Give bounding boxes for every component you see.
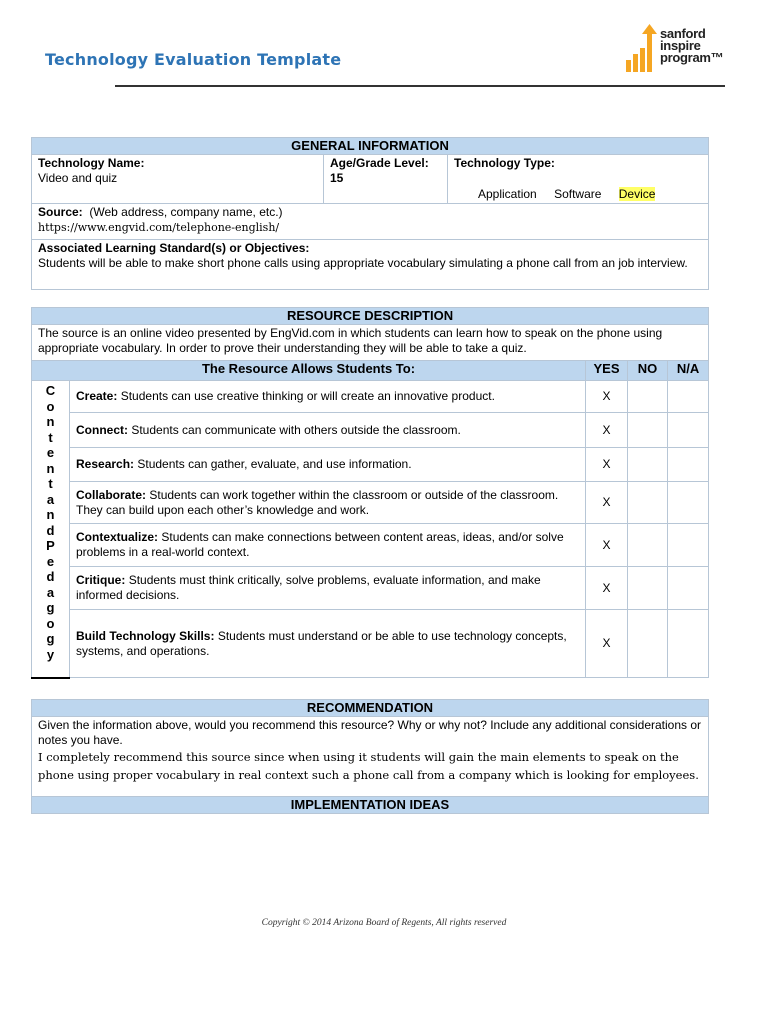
critique-na-mark (668, 567, 709, 610)
side-label-letter: C (45, 383, 56, 398)
technology-name-cell (32, 155, 324, 204)
side-label-letter: a (46, 491, 55, 507)
build-tech-no-mark (628, 610, 668, 678)
technology-type-label: Technology Type: (454, 156, 555, 170)
type-software: Software (554, 187, 602, 201)
standards-cell (32, 240, 709, 290)
source-url: https://www.engvid.com/telephone-english/ (38, 221, 280, 234)
type-application: Application (478, 187, 537, 201)
resource-description-table (31, 307, 709, 679)
research-yes-mark: X (586, 448, 628, 482)
copyright-notice: Copyright © 2014 Arizona Board of Regents, All rights reserved (261, 918, 507, 928)
page-title: Technology Evaluation Template (45, 50, 342, 69)
side-label-letter: g (46, 600, 55, 615)
create-na-mark (668, 381, 709, 413)
collaborate-yes-mark: X (586, 482, 628, 524)
type-device-selected: Device (618, 187, 656, 201)
recommendation-answer: I completely recommend this source since when using it students will gain the main elements to speak on the phone using proper vocabulary in real context such a phone call from a company which is looking for employees. (38, 750, 699, 782)
general-information-table (31, 137, 709, 290)
side-label-letter: g (46, 631, 55, 646)
criteria-contextualize: Contextualize: Students can make connections between content areas, ideas, and/or solve problems in a real-world context. (70, 524, 586, 567)
source-label: Source: (38, 205, 83, 219)
research-no-mark (628, 448, 668, 482)
col-yes-header: YES (586, 361, 628, 381)
col-no-header: NO (628, 361, 668, 381)
criteria-research: Research: Students can gather, evaluate, and use information. (70, 448, 586, 482)
critique-yes-mark: X (586, 567, 628, 610)
criteria-build-technology-skills: Build Technology Skills: Students must understand or be able to use technology concepts, systems, and operations. (70, 610, 586, 678)
technology-name-value: Video and quiz (38, 171, 118, 185)
resource-description-heading: RESOURCE DESCRIPTION (32, 308, 709, 325)
create-no-mark (628, 381, 668, 413)
contextualize-no-mark (628, 524, 668, 567)
side-label-letter: o (46, 615, 55, 631)
side-label-letter: t (48, 429, 53, 445)
technology-type-options (454, 171, 702, 202)
contextualize-yes-mark: X (586, 524, 628, 567)
side-label-letter: e (46, 445, 55, 460)
contextualize-na-mark (668, 524, 709, 567)
standards-value: Students will be able to make short phone calls using appropriate vocabulary simulating a phone call from an job interview. (38, 256, 688, 270)
side-label-letter: t (48, 476, 53, 491)
connect-no-mark (628, 413, 668, 448)
critique-no-mark (628, 567, 668, 610)
age-grade-value: 15 (330, 171, 344, 185)
logo-bars-icon (624, 24, 660, 74)
header-rule (115, 85, 725, 87)
recommendation-table (31, 699, 709, 814)
standards-label: Associated Learning Standard(s) or Objectives: (38, 241, 310, 255)
side-label-letter: P (46, 538, 55, 553)
logo-wordmark: sanford inspire program™ (660, 26, 724, 65)
build-tech-yes-mark: X (586, 610, 628, 678)
research-na-mark (668, 448, 709, 482)
side-label-letter: o (46, 398, 55, 414)
side-label-letter: d (46, 522, 55, 538)
content-and-pedagogy-label (32, 381, 70, 678)
side-label-letter: n (46, 460, 55, 476)
side-label-letter: e (46, 553, 55, 569)
technology-name-label: Technology Name: (38, 156, 145, 170)
create-yes-mark: X (586, 381, 628, 413)
side-label-letter: n (46, 507, 55, 522)
allows-students-heading: The Resource Allows Students To: (32, 361, 586, 381)
collaborate-na-mark (668, 482, 709, 524)
recommendation-cell (32, 717, 709, 797)
source-hint: (Web address, company name, etc.) (89, 205, 283, 219)
criteria-critique: Critique: Students must think critically, solve problems, evaluate information, and make informed decisions. (70, 567, 586, 610)
age-grade-cell (324, 155, 448, 204)
technology-type-cell (448, 155, 709, 204)
sanford-inspire-logo (624, 24, 754, 76)
criteria-connect: Connect: Students can communicate with others outside the classroom. (70, 413, 586, 448)
connect-yes-mark: X (586, 413, 628, 448)
col-na-header: N/A (668, 361, 709, 381)
resource-description-text: The source is an online video presented by EngVid.com in which students can learn how to speak on the phone using appropriate vocabulary. In order to prove their understanding they will be able to take a quiz. (32, 325, 709, 361)
side-label-letter: d (46, 569, 55, 584)
criteria-create: Create: Students can use creative thinking or will create an innovative product. (70, 381, 586, 413)
source-cell (32, 204, 709, 240)
general-information-heading: GENERAL INFORMATION (32, 138, 709, 155)
recommendation-prompt: Given the information above, would you recommend this resource? Why or why not? Include any additional considerations or notes you have. (38, 718, 702, 747)
recommendation-heading: RECOMMENDATION (32, 700, 709, 717)
age-grade-label: Age/Grade Level: (330, 156, 429, 170)
side-label-letter: a (46, 584, 55, 600)
implementation-ideas-heading: IMPLEMENTATION IDEAS (32, 797, 709, 814)
side-label-letter: y (46, 646, 55, 662)
collaborate-no-mark (628, 482, 668, 524)
connect-na-mark (668, 413, 709, 448)
criteria-collaborate: Collaborate: Students can work together within the classroom or outside of the classroom. They can build upon each other’s knowledge and work. (70, 482, 586, 524)
build-tech-na-mark (668, 610, 709, 678)
side-label-letter: n (46, 414, 55, 429)
